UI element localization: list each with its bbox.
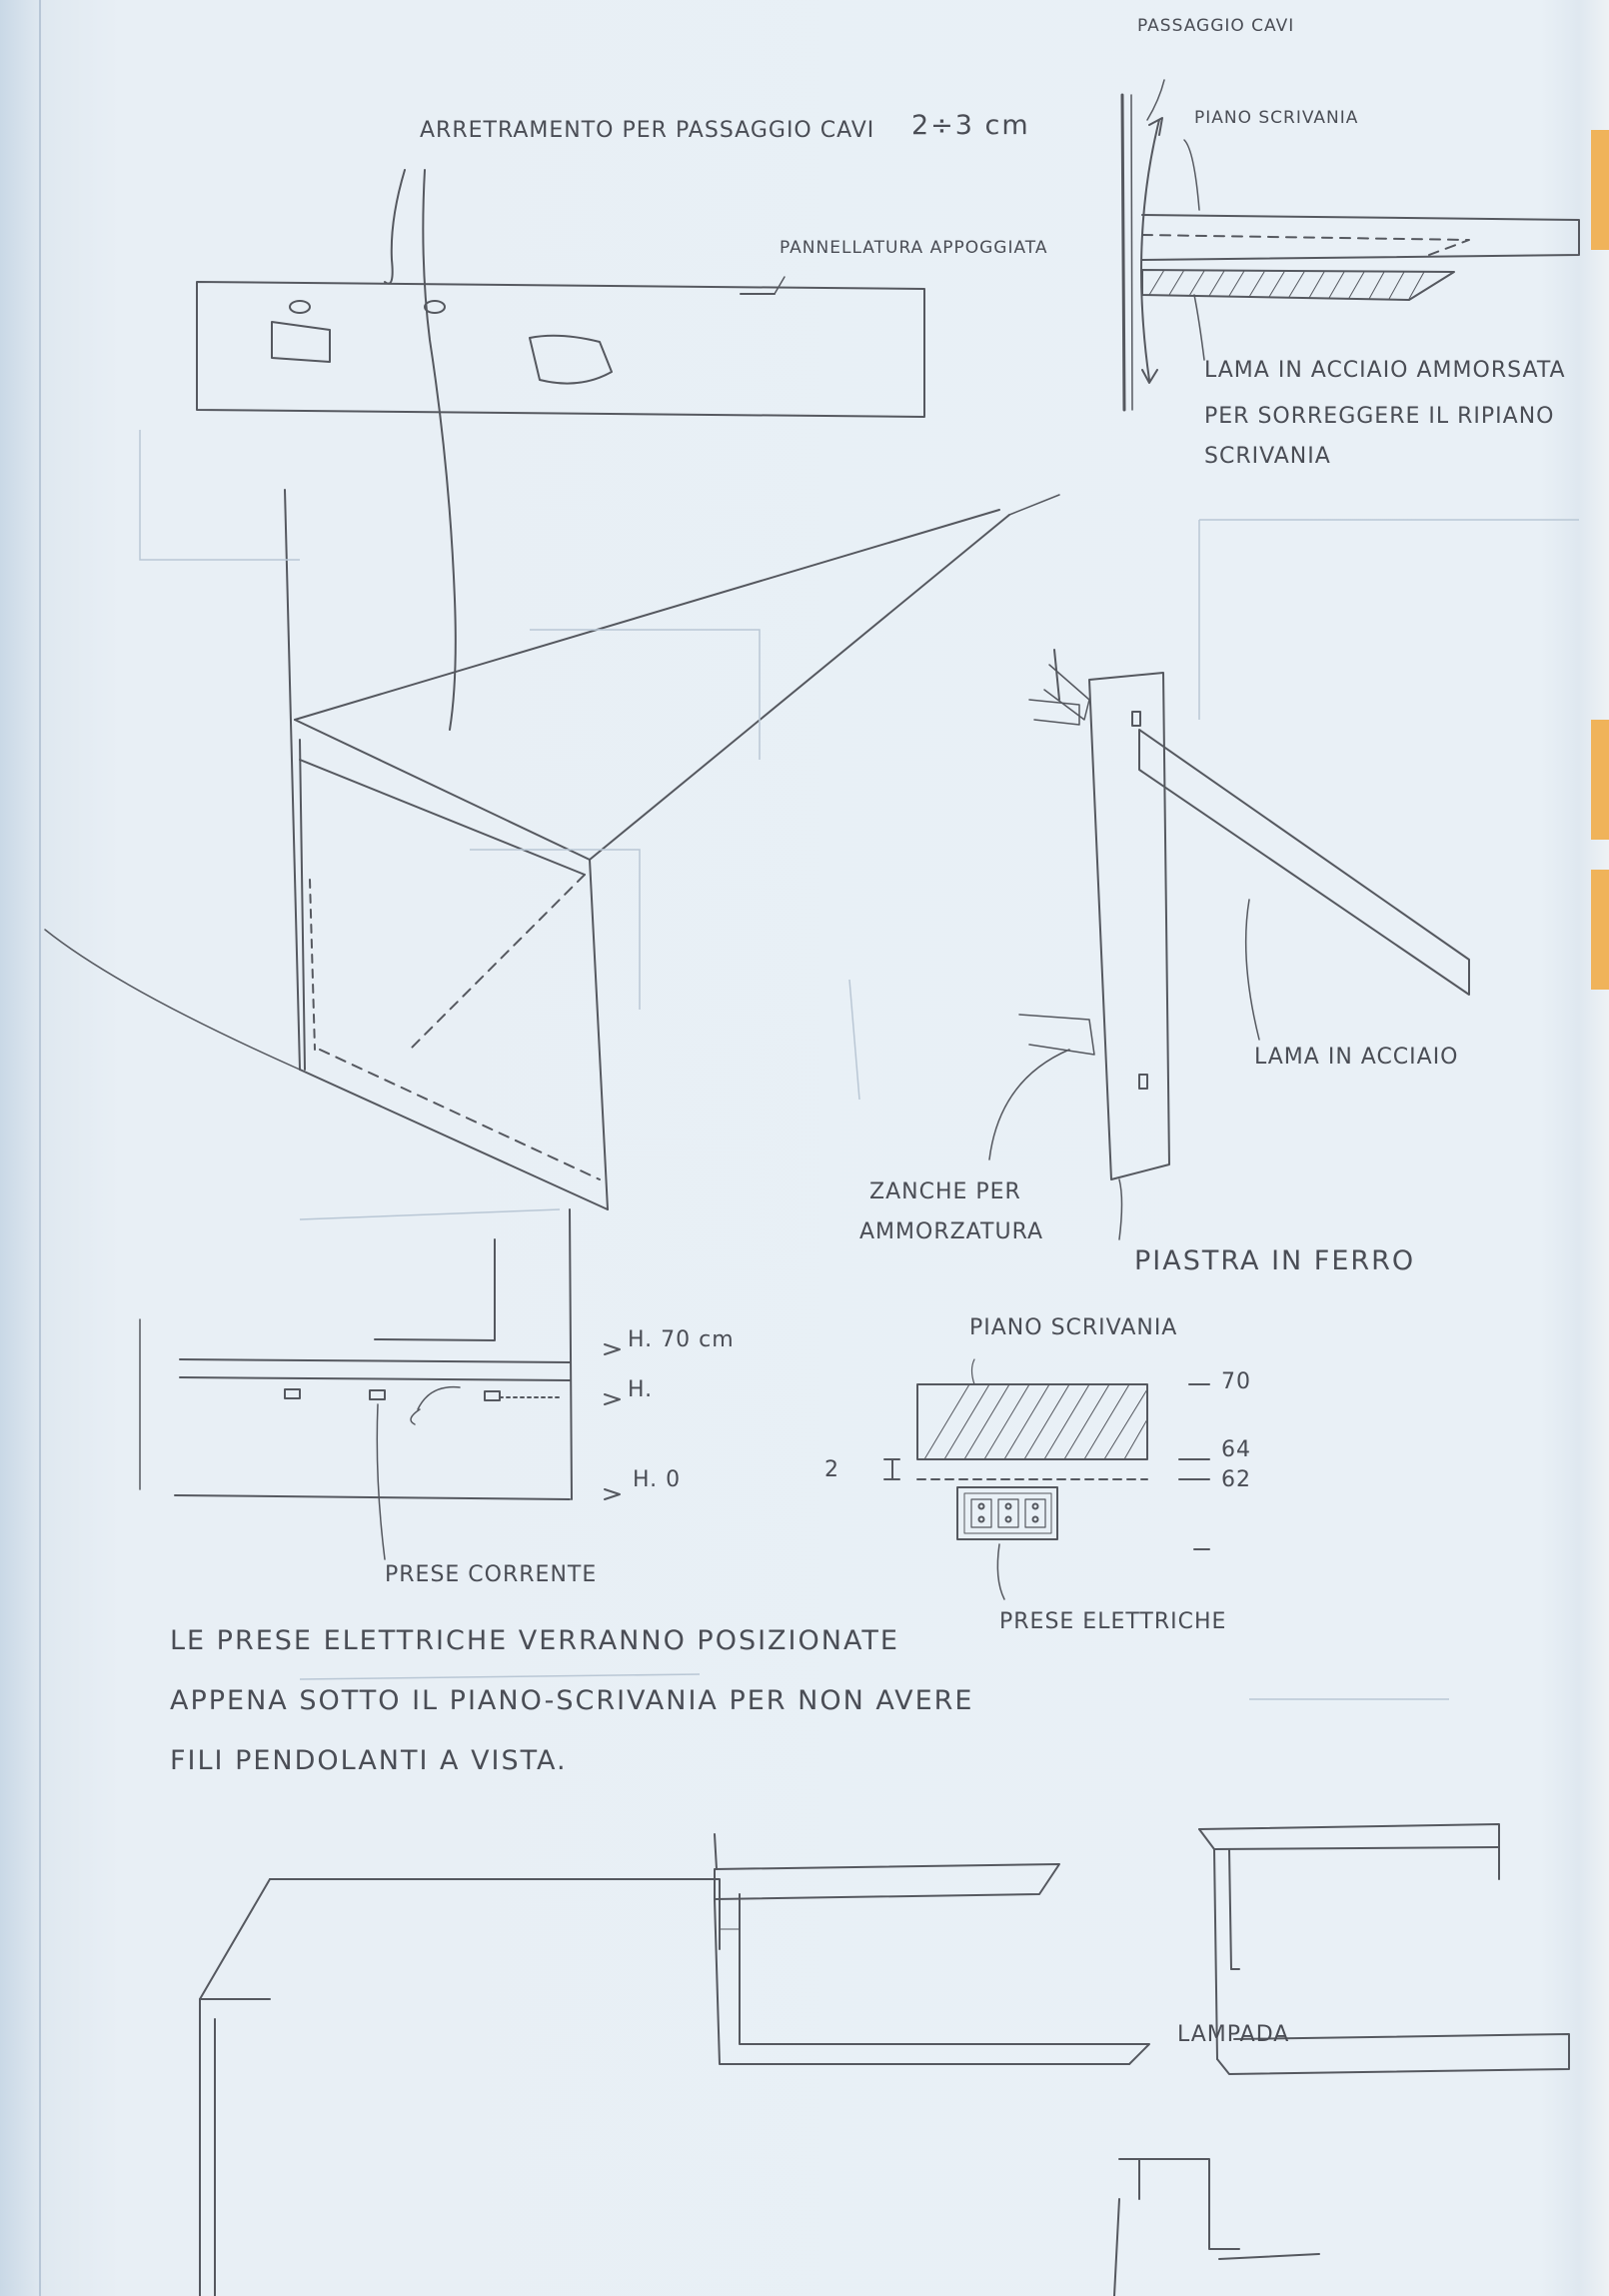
label-lama-ammorsata-3: SCRIVANIA	[1204, 444, 1331, 469]
label-zanche-1: ZANCHE PER	[869, 1179, 1021, 1204]
label-dim-2: 2	[824, 1457, 839, 1482]
label-lampada: LAMPADA	[1177, 2022, 1290, 2047]
label-lama-ammorsata-1: LAMA IN ACCIAIO AMMORSATA	[1204, 358, 1566, 383]
note-line-2: APPENA SOTTO IL PIANO-SCRIVANIA PER NON AVERE	[170, 1685, 974, 1716]
label-prese-corrente: PRESE CORRENTE	[385, 1562, 598, 1587]
leader-arretramento	[385, 170, 405, 284]
label-piano-scrivania-top: PIANO SCRIVANIA	[1194, 108, 1359, 128]
label-pannellatura: PANNELLATURA APPOGGIATA	[780, 238, 1048, 258]
label-lama-acciaio: LAMA IN ACCIAIO	[1254, 1045, 1459, 1070]
label-dim-70: 70	[1221, 1369, 1251, 1394]
elevation-sketch	[140, 1209, 620, 1559]
label-h70: H. 70 cm	[628, 1327, 735, 1352]
leader-arretramento-2	[423, 170, 455, 730]
top-beam-sketch	[197, 277, 924, 417]
bottom-sketches	[200, 1824, 1569, 2296]
steel-plate-detail	[989, 650, 1469, 1239]
label-h: H.	[628, 1377, 654, 1402]
label-arretramento: ARRETRAMENTO PER PASSAGGIO CAVI	[420, 118, 875, 143]
label-dim-64: 64	[1221, 1437, 1251, 1462]
label-lama-ammorsata-2: PER SORREGGERE IL RIPIANO	[1204, 404, 1555, 429]
label-h0: H. 0	[633, 1467, 682, 1492]
label-dim-62: 62	[1221, 1467, 1251, 1492]
label-zanche-2: AMMORZATURA	[859, 1219, 1044, 1244]
label-piano-scrivania-section: PIANO SCRIVANIA	[969, 1315, 1178, 1340]
page-tabs	[1591, 130, 1609, 990]
label-arretramento-measure: 2÷3 cm	[911, 110, 1030, 141]
note-line-3: FILI PENDOLANTI A VISTA.	[170, 1745, 568, 1776]
label-piastra: PIASTRA IN FERRO	[1134, 1245, 1416, 1276]
label-passaggio-cavi: PASSAGGIO CAVI	[1137, 16, 1295, 36]
section-sketch	[884, 1359, 1209, 1599]
note-line-1: LE PRESE ELETTRICHE VERRANNO POSIZIONATE	[170, 1625, 899, 1656]
label-prese-elettriche: PRESE ELETTRICHE	[999, 1609, 1227, 1634]
